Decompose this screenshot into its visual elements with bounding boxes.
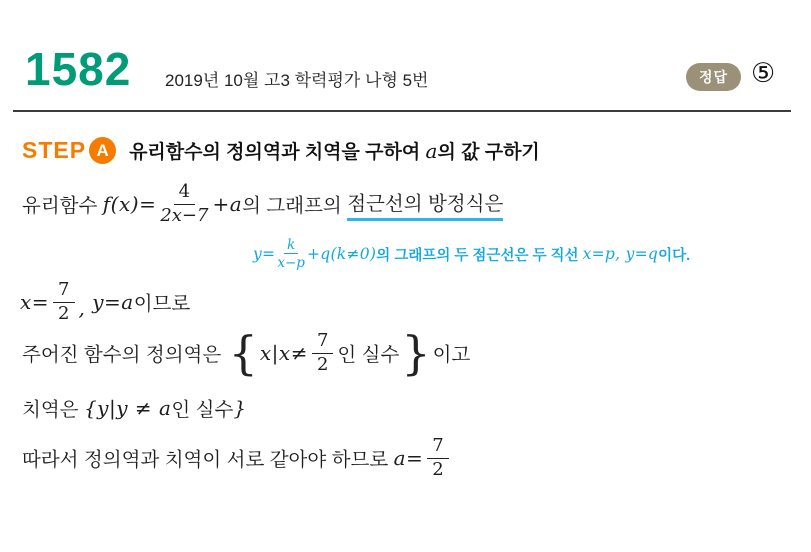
note-plus-q: +q(k≠0) — [306, 245, 377, 264]
line1-underlined-phrase: 점근선의 방정식은 — [347, 188, 503, 221]
note-text-mid: 의 그래프의 두 점근선은 두 직선 — [376, 247, 583, 264]
step-label: STEP — [22, 137, 87, 163]
annotation-note — [253, 238, 690, 270]
line3-comma: , — [78, 295, 86, 320]
answer-badge: 정답 — [686, 63, 741, 91]
line5-left-brace: { — [83, 396, 98, 420]
step-title-pre: 유리함수의 정의역과 치역을 구하여 — [129, 142, 426, 163]
line3-x-eq: x= — [20, 290, 50, 315]
note-fraction-denominator: x−p — [277, 255, 305, 272]
line3-fraction-numerator: 7 — [53, 281, 74, 303]
line6-text-pre: 따라서 정의역과 치역이 서로 같아야 하므로 — [22, 449, 394, 472]
line4-text-end: 이고 — [432, 344, 471, 367]
step-title-math: a — [425, 139, 438, 163]
line4-text-mid: 인 실수 — [337, 344, 400, 367]
line6-a-eq: a= — [393, 446, 424, 471]
line6-fraction-denominator: 2 — [432, 458, 444, 480]
line3-y-eq-a: y=a — [85, 290, 134, 315]
line4-set-condition: x|x≠ — [259, 341, 308, 366]
line4-fraction-numerator: 7 — [312, 332, 333, 354]
line4-fraction — [312, 332, 333, 375]
line4-right-brace: } — [401, 325, 431, 380]
note-y-eq: y= — [253, 245, 276, 264]
problem-source: 2019년 10월 고3 학력평가 나형 5번 — [165, 71, 429, 90]
line3-fraction-denominator: 2 — [58, 302, 70, 324]
step-title-post: 의 값 구하기 — [437, 142, 540, 163]
solution-line-5 — [22, 437, 453, 480]
problem-number: 1582 — [25, 43, 132, 95]
step-a-badge-icon: A — [89, 137, 116, 164]
line6-fraction — [427, 437, 448, 480]
line5-right-brace: } — [233, 396, 247, 420]
line1-fraction — [160, 183, 208, 226]
line4-left-brace: { — [228, 325, 258, 380]
step-title — [129, 137, 540, 164]
line4-fraction-denominator: 2 — [316, 353, 329, 375]
note-text-end: 이다. — [658, 247, 691, 264]
step-heading — [22, 137, 540, 164]
line1-fraction-numerator: 4 — [174, 183, 195, 205]
line1-plus-a: +a — [212, 192, 243, 217]
solution-line-1 — [22, 183, 503, 226]
note-asymptote-eqs: x=p, y=q — [582, 245, 659, 264]
line3-fraction — [53, 281, 74, 324]
note-fraction — [277, 238, 305, 270]
line5-set-condition: y|y ≠ a — [97, 396, 172, 420]
note-fraction-numerator: k — [284, 238, 298, 254]
line1-text-pre: 유리함수 — [22, 195, 103, 218]
line1-fx: f(x)= — [102, 192, 157, 217]
header-divider — [13, 110, 791, 112]
line6-fraction-numerator: 7 — [427, 437, 448, 459]
line1-text-mid: 의 그래프의 — [242, 195, 348, 218]
solution-line-3 — [22, 325, 471, 380]
answer-number: ⑤ — [751, 58, 776, 88]
line1-fraction-denominator: 2x−7 — [160, 204, 209, 226]
line5-text-pre: 치역은 — [22, 399, 84, 421]
line4-text-pre: 주어진 함수의 정의역은 — [22, 344, 227, 367]
line3-text-end: 이므로 — [133, 293, 191, 316]
solution-line-4 — [22, 394, 247, 422]
solution-line-2 — [20, 281, 190, 324]
line5-text-mid: 인 실수 — [171, 399, 234, 421]
